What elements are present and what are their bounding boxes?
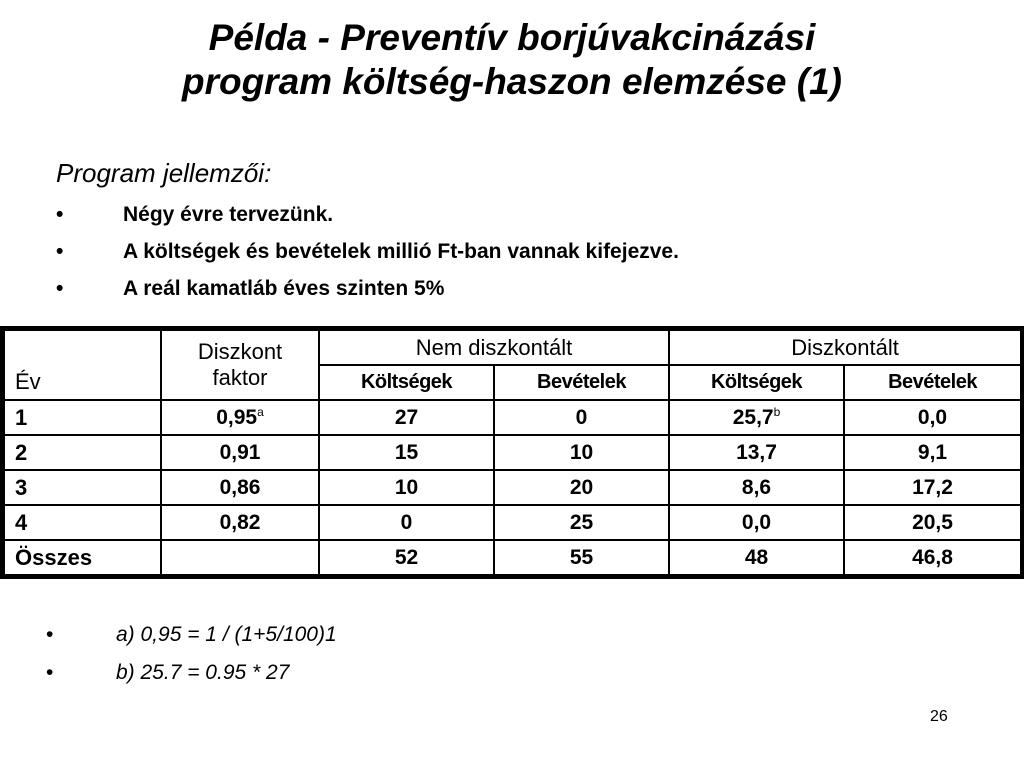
cell-nd-cost: 0	[319, 505, 494, 540]
bullet-glyph: •	[56, 240, 64, 263]
cell-nd-cost: 27	[319, 400, 494, 435]
slide-title-line-2: program költség-haszon elemzése (1)	[181, 61, 843, 102]
bullet-glyph: •	[56, 203, 64, 226]
footnote-marker: b	[773, 405, 781, 419]
cell-d-revenue: 0,0	[844, 400, 1021, 435]
footnote-marker: a	[257, 405, 264, 419]
table-row	[4, 400, 1021, 435]
header-discounted-cost: Költségek	[669, 365, 844, 400]
cell-d-cost: 0,0	[669, 505, 844, 540]
cell-nd-revenue: 0	[494, 400, 669, 435]
cell-factor	[161, 400, 319, 435]
header-undiscounted-group: Nem diszkontált	[319, 330, 669, 365]
cell-nd-cost: 15	[319, 435, 494, 470]
bullet-glyph: •	[46, 623, 54, 646]
header-undiscounted-revenue: Bevételek	[494, 365, 669, 400]
cell-year: 3	[4, 470, 161, 505]
cell-total-nd-revenue: 55	[494, 540, 669, 575]
footnote-item	[46, 654, 337, 692]
cell-factor-value: 0,95	[216, 406, 258, 429]
header-undiscounted-cost: Költségek	[319, 365, 494, 400]
cell-total-factor	[161, 540, 319, 575]
header-discount-factor	[161, 330, 319, 400]
header-discounted-revenue: Bevételek	[844, 365, 1021, 400]
cell-d-cost: 8,6	[669, 470, 844, 505]
cell-year: 4	[4, 505, 161, 540]
footnote-text: b) 25.7 = 0.95 * 27	[116, 661, 290, 684]
table-header-row	[4, 330, 1021, 365]
bullet-glyph: •	[46, 661, 54, 684]
bullet-text: A költségek és bevételek millió Ft-ban vannak kifejezve.	[123, 240, 679, 263]
bullet-item	[56, 270, 679, 307]
cell-factor: 0,86	[161, 470, 319, 505]
bullet-item	[56, 233, 679, 270]
cell-d-revenue: 9,1	[844, 435, 1021, 470]
header-discount-line-1: Diszkont	[197, 339, 283, 364]
program-subheading: Program jellemzői:	[56, 158, 272, 188]
bullet-glyph: •	[56, 277, 64, 300]
cell-d-cost: 13,7	[669, 435, 844, 470]
cell-total-d-cost: 48	[669, 540, 844, 575]
slide-title-line-1: Példa - Preventív borjúvakcinázási	[208, 17, 816, 58]
cell-d-revenue: 20,5	[844, 505, 1021, 540]
slide-title	[0, 16, 1024, 104]
bullet-item	[56, 196, 679, 233]
cell-nd-cost: 10	[319, 470, 494, 505]
table-total-row	[4, 540, 1021, 575]
header-year: Év	[4, 330, 161, 400]
cell-nd-revenue: 25	[494, 505, 669, 540]
program-bullet-list	[56, 196, 679, 307]
cell-factor: 0,82	[161, 505, 319, 540]
cell-d-revenue: 17,2	[844, 470, 1021, 505]
cell-factor: 0,91	[161, 435, 319, 470]
cell-d-cost	[669, 400, 844, 435]
footnote-item	[46, 616, 337, 654]
header-discounted-group: Diszkontált	[669, 330, 1021, 365]
cell-year: 1	[4, 400, 161, 435]
cell-year: 2	[4, 435, 161, 470]
cell-d-cost-value: 25,7	[732, 406, 774, 429]
bullet-text: Négy évre tervezünk.	[123, 203, 334, 226]
cell-total-label: Összes	[4, 540, 161, 575]
cell-nd-revenue: 10	[494, 435, 669, 470]
cost-benefit-table	[3, 329, 1022, 576]
table-row	[4, 470, 1021, 505]
page-number: 26	[930, 708, 948, 725]
cell-nd-revenue: 20	[494, 470, 669, 505]
footnote-list	[46, 616, 337, 692]
table-row	[4, 435, 1021, 470]
bullet-text: A reál kamatláb éves szinten 5%	[123, 277, 445, 300]
table-row	[4, 505, 1021, 540]
cell-total-nd-cost: 52	[319, 540, 494, 575]
footnote-text: a) 0,95 = 1 / (1+5/100)1	[116, 623, 337, 646]
header-discount-line-2: faktor	[212, 365, 268, 390]
cell-total-d-revenue: 46,8	[844, 540, 1021, 575]
